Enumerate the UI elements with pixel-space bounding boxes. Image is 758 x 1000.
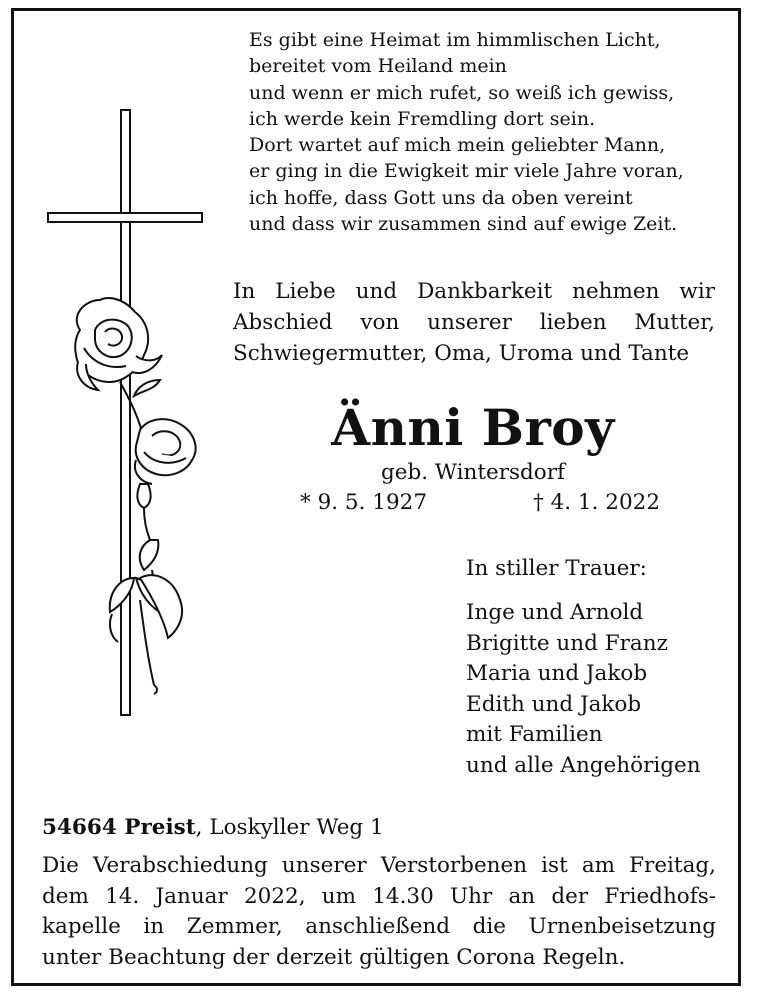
notice-line: Die Verabschiedung unserer Verstorbenen ist am Freitag, [42,853,716,878]
birth-date: * 9. 5. 1927 [300,490,427,515]
cross-with-roses-icon [40,100,210,750]
poem-line: und dass wir zusammen sind auf ewige Zeit. [249,213,678,236]
death-date: † 4. 1. 2022 [533,490,660,515]
poem-line: bereitet vom Heiland mein [249,55,507,78]
address-city: 54664 Preist [42,815,196,840]
deceased-name: Änni Broy [331,398,615,457]
notice-line: kapelle in Zemmer, anschließend die Urnenbeisetzung [42,914,716,939]
mourner-entry: Brigitte und Franz [466,630,668,656]
intro-line: Schwiegermutter, Oma, Uroma und Tante [233,341,690,366]
mourners-list [466,598,701,781]
mourner-entry: mit Familien [466,722,603,747]
intro-line: In Liebe und Dankbarkeit nehmen wir [233,279,715,304]
address-street: , Loskyller Weg 1 [195,815,384,840]
poem-line: ich werde kein Fremdling dort sein. [249,107,596,130]
poem-line: Es gibt eine Heimat im himmlischen Licht, [249,29,661,51]
mourner-entry: Maria und Jakob [466,661,648,686]
address [42,815,384,840]
funeral-notice [42,851,716,973]
mourner-entry: Edith und Jakob [466,691,642,717]
intro-text [233,276,715,369]
poem [249,27,719,237]
intro-line: Abschied von unserer lieben Mutter, [233,310,715,335]
mourning-title: In stiller Trauer: [466,556,647,581]
mourner-entry: Inge und Arnold [466,600,644,625]
notice-line: dem 14. Januar 2022, um 14.30 Uhr an der Friedhofs- [42,883,716,909]
notice-line: unter Beachtung der derzeit gültigen Corona Regeln. [42,944,626,970]
life-dates [300,490,660,515]
poem-line: Dort wartet auf mich mein geliebter Mann, [249,134,666,157]
poem-line: und wenn er mich rufet, so weiß ich gewiss, [249,81,675,104]
birth-name: geb. Wintersdorf [381,460,565,485]
poem-line: ich hoffe, dass Gott uns da oben vereint [249,186,633,209]
mourner-entry: und alle Angehörigen [466,752,701,778]
poem-line: er ging in die Ewigkeit mir viele Jahre voran, [249,160,684,183]
